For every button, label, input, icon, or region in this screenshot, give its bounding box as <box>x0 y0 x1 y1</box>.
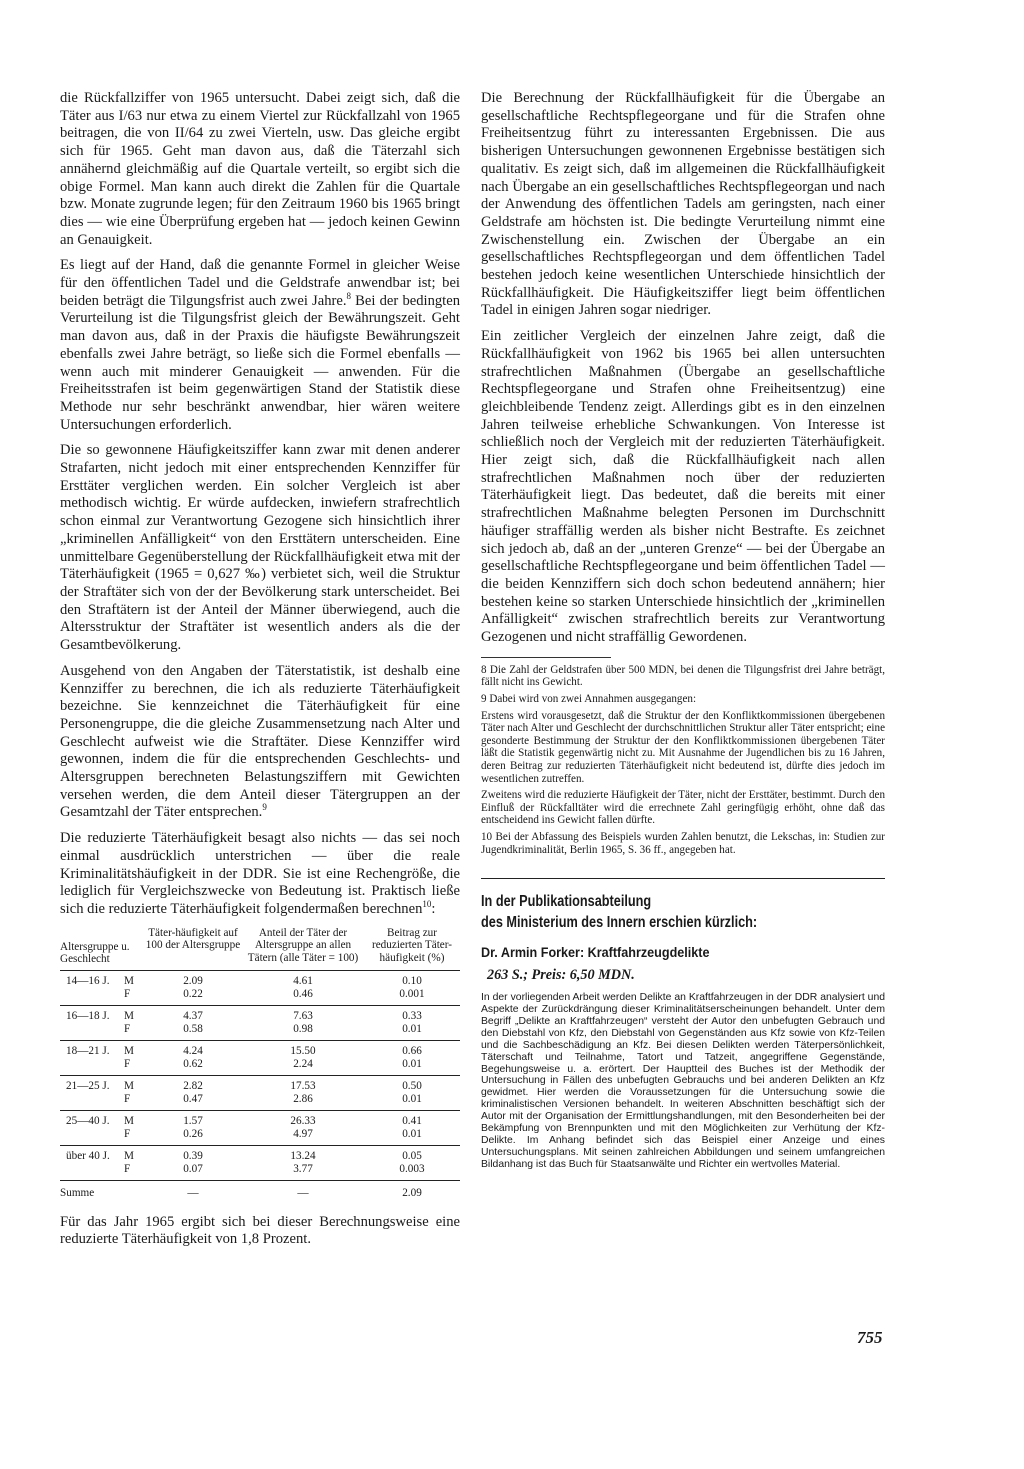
cell-value: 0.01 <box>402 1092 422 1105</box>
sex-label: M <box>124 1044 134 1057</box>
cell-value: 0.50 <box>402 1079 422 1092</box>
sex-label: M <box>124 1009 134 1022</box>
cell-value: 13.24 <box>290 1149 316 1162</box>
age-group-cell <box>60 1010 144 1036</box>
footnote-ref[interactable]: 8 <box>346 290 351 301</box>
table-sum-row <box>60 1181 460 1204</box>
paragraph <box>60 257 460 434</box>
cell-value: 0.47 <box>183 1092 203 1105</box>
cell-value: 0.66 <box>402 1044 422 1057</box>
cell-value: 17.53 <box>290 1079 316 1092</box>
share-cell <box>242 1045 364 1071</box>
paragraph <box>60 663 460 822</box>
sex-labels <box>124 1080 136 1106</box>
cell-value: 0.41 <box>402 1114 422 1127</box>
cell-value: 0.39 <box>183 1149 203 1162</box>
contribution-cell <box>364 1045 460 1071</box>
table-header <box>60 927 460 971</box>
cell-value: 0.46 <box>293 987 313 1000</box>
cell-value: 0.22 <box>183 987 203 1000</box>
cell-value: 4.24 <box>183 1044 203 1057</box>
sum-freq: — <box>187 1186 199 1199</box>
sex-label: M <box>124 1079 134 1092</box>
footnote-10: 10 Bei der Abfassung des Beispiels wurden Zahlen benutzt, die Lekschas, in: Studien zur Jugendkriminalität, Berlin 1965, S. 36 ff., angegeben hat. <box>481 830 885 856</box>
cell-value: 0.26 <box>183 1127 203 1140</box>
sum-contrib: 2.09 <box>402 1186 422 1199</box>
sex-label: F <box>124 1127 131 1140</box>
paragraph: Für das Jahr 1965 ergibt sich bei dieser Berechnungsweise eine reduzierte Täterhäufigkeit von 1,8 Prozent. <box>60 1213 460 1248</box>
sex-labels <box>124 975 136 1001</box>
cell-value: 0.07 <box>183 1162 203 1175</box>
book-description: In der vorliegenden Arbeit werden Delikte an Kraftfahrzeugen in der DDR analysiert und Aspekte der Zurückdrängung dieser Kriminalitätserscheinungen behandelt. Unter dem Begriff „Delikte an Kraftfahrzeugen“ versteht der Autor den unbefugten Gebrauch und den Diebstahl von Kfz, den Diebstahl von Gegenständen aus Kfz sowie von Kfz-Teilen und die Sachbeschädigung an Kfz. Bei diesen Delikten werden Täterpersönlichkeit, Täterschaft und Teilnahme, Tatort und Tatzeit, angegriffene Gegenstände, Begehungsweise u. a. erörtert. Der Hauptteil des Buches ist der Methodik der Untersuchung in Fällen des unbefugten Gebrauchs und bei anderen Delikten an Kfz gewidmet. Hier werden die Voraussetzungen für die Untersuchung sowie die kriminalistischen Versionen behandelt. In weiteren Abschnitten beschäftigt sich der Autor mit der Organisation der Ermittlungshandlungen, mit den Besonderheiten bei der Bekämpfung von Brennpunkten und mit den Möglichkeiten zur Verhütung der Kfz-Delikte. Im Anhang befindet sich das Beispiel einer Anzeige und eines Untersuchungsplans. Mit seinen zahlreichen Abbildungen und seinem umfangreichen Bildanhang ist das Buch für Staatsanwälte und Richter ein wertvolles Material. <box>481 992 885 1170</box>
cell-value: 2.09 <box>183 974 203 987</box>
cell-value: 2.82 <box>183 1079 203 1092</box>
sex-label: F <box>124 1092 131 1105</box>
cell-value: 7.63 <box>293 1009 313 1022</box>
table-row <box>60 1111 460 1146</box>
cell-value: 1.57 <box>183 1114 203 1127</box>
age-group: 14—16 J. <box>66 974 110 987</box>
cell-value: 0.10 <box>402 974 422 987</box>
sex-labels <box>124 1150 136 1176</box>
table-header-cell: Anteil der Täter der Altersgruppe an allen Tätern (alle Täter = 100) <box>247 926 359 964</box>
cell-value: 3.77 <box>293 1162 313 1175</box>
share-cell <box>242 1010 364 1036</box>
share-cell <box>242 1115 364 1141</box>
sex-label: F <box>124 1162 131 1175</box>
contribution-cell <box>364 1150 460 1176</box>
cell-value: 0.05 <box>402 1149 422 1162</box>
table-body <box>60 971 460 1181</box>
cell-value: 4.97 <box>293 1127 313 1140</box>
sex-label: F <box>124 1022 131 1035</box>
cell-value: 0.001 <box>399 987 425 1000</box>
cell-value: 0.01 <box>402 1127 422 1140</box>
frequency-cell <box>144 1080 242 1106</box>
paragraph <box>60 830 460 919</box>
paragraph: Ein zeitlicher Vergleich der einzelnen Jahre zeigt, daß die Rückfallhäufigkeit von 1962 bis 1965 bei allen untersuchten strafrechtlichen Maßnahmen (Übergabe an gesellschaftliche Rechtspflegeorgane und Strafen ohne Freiheitsentzug) eine gleichbleibende Tendenz zeigt. Allerdings gibt es in den einzelnen Jahren teilweise erhebliche Schwankungen. Von Interesse ist schließlich noch der Vergleich mit der reduzierten Täterhäufigkeit. Hier zeigt sich, daß die Rückfallhäufigkeit nach allen strafrechtlichen Maßnahmen noch über der reduzierten Täterhäufigkeit liegt. Das bedeutet, daß die bereits mit einer strafrechtlichen Maßnahme belegten Personen im Durchschnitt häufiger straffällig werden als bisher nicht Bestrafte. Es zeichnet sich jedoch ab, daß an der „unteren Grenze“ — bei der Übergabe an gesellschaftliche Rechtspflegeorgane und beim öffentlichen Tadel — die beiden Kennziffern sich doch schon bedeutend annähern; hier bestehen keine so starken Unterschiede hinsichtlich der „kriminellen Anfälligkeit“ zwischen strafrechtlich bereits zur Verantwortung Gezogenen und nicht straffällig Gewordenen. <box>481 328 885 646</box>
share-cell <box>242 1150 364 1176</box>
paragraph-text: : <box>431 900 436 917</box>
frequency-cell <box>144 1045 242 1071</box>
paragraph: die Rückfallziffer von 1965 untersucht. Dabei zeigt sich, daß die Täter aus I/63 nur etwa zu einem Viertel zur Rückfallzahl von 1965 beitragen, die von II/64 zu zwei Vierteln, usw. Das gleiche ergibt sich für 1965. Geht man davon aus, daß die Täterzahl sich annähernd gleichmäßig auf die Quartale verteilt, so ergibt sich die obige Formel. Man kann auch direkt die Zahlen für die Quartale bzw. Monate zugrunde legen; für den Zeitraum 1960 bis 1965 bringt dies — wie eine Überprüfung ergeben hat — jedoch keinen Gewinn an Genauigkeit. <box>60 90 460 248</box>
sum-label: Summe <box>60 1186 95 1199</box>
footnote-ref[interactable]: 9 <box>262 802 267 813</box>
cell-value: 2.24 <box>293 1057 313 1070</box>
footnote-9-second: Zweitens wird die reduzierte Häufigkeit der Täter, nicht der Ersttäter, bestimmt. Durch den Einfluß der Rückfalltäter wird die errechnete Zahl geringfügig erhöht, ohne daß das entscheidend ins Gewicht fallen dürfte. <box>481 789 885 827</box>
sex-labels <box>124 1115 136 1141</box>
cell-value: 0.003 <box>399 1162 425 1175</box>
share-cell <box>242 1080 364 1106</box>
footnote-divider <box>481 657 611 658</box>
cell-value: 0.01 <box>402 1057 422 1070</box>
paragraph: Die so gewonnene Häufigkeitsziffer kann zwar mit denen anderer Strafarten, nicht jedoch mit einer entsprechenden Kennziffer für Ersttäter verglichen werden. Ein solcher Vergleich ist aber methodisch wichtig. Er würde aufdecken, inwiefern strafrechtlich schon einmal zur Verantwortung Gezogene sich hinsichtlich ihrer „kriminellen Anfälligkeit“ von den Ersttätern unterscheiden. Eine unmittelbare Gegenüberstellung der Rückfallhäufigkeit etwa mit der Täterhäufigkeit (1965 = 0,627 ‰) verbietet sich, weil die Struktur der Straftäter sich von der der Bevölkerung stark unterscheidet. Bei den Straftätern ist der Anteil der Männer überwiegend, auch die Altersstruktur der Straftäter ist wesentlich anders als die der Gesamtbevölkerung. <box>60 442 460 654</box>
page-number: 755 <box>857 1328 883 1347</box>
paragraph-text: Ausgehend von den Angaben der Täterstatistik, ist deshalb eine Kennziffer zu berechnen, die ich als reduzierte Täterhäufigkeit bezeichne. Sie kennzeichnet die Täterhäufigkeit für eine Personengruppe, die die gleiche Zusammensetzung nach Alter und Geschlecht aufweist wie die Straftäter. Diese Kennziffer wird gewonnen, indem die für die entsprechenden Geschlechts- und Altersgruppen berechneten Belastungsziffern mit Gewichten versehen werden, die dem Anteil dieser Tätergruppen an der Gesamtzahl der Täter entsprechen. <box>60 662 460 821</box>
age-group-cell <box>60 1150 144 1176</box>
footnote-8: 8 Die Zahl der Geldstrafen über 500 MDN, bei denen die Tilgungsfrist drei Jahre beträgt, fällt nicht ins Gewicht. <box>481 663 885 689</box>
footnote-9-first: Erstens wird vorausgesetzt, daß die Struktur der den Konfliktkommissionen übergebenen Täter nach Alter und Geschlecht der durchschnittlichen Struktur aller Täter entspricht; eine gesonderte Bestimmung der Struktur der den Konfliktkommissionen übergebenen Täter läßt die Statistik gegenwärtig nicht zu. Mit Ausnahme der Jugendlichen bis zu 16 Jahren, deren Beitrag zur reduzierten Täterhäufigkeit nicht bedeutend ist, dürfte dies jedoch im wesentlichen zutreffen. <box>481 709 885 785</box>
age-group: 21—25 J. <box>66 1079 110 1092</box>
table-header-cell: Täter-häufigkeit auf 100 der Altersgruppe <box>145 926 241 952</box>
paragraph: Die Berechnung der Rückfallhäufigkeit für die Übergabe an gesellschaftliche Rechtspflegeorgane und für die Strafen ohne Freiheitsentzug führt zu interessanten Ergebnissen. Die aus bisherigen Untersuchungen gewonnenen Ergebnisse bestätigen sich qualitativ. Es zeigt sich, daß im allgemeinen die Rückfallhäufigkeit nach Übergabe an ein gesellschaftliches Rechtspflegeorgan und nach der Anwendung des öffentlichen Tadels am geringsten, nach einer Geldstrafe am höchsten ist. Die bedingte Verurteilung nimmt eine Zwischenstellung ein. Zwischen der Übergabe an ein gesellschaftliches Rechtspflegeorgan und dem öffentlichen Tadel bestehen jedoch keine wesentlichen Unterschiede hinsichtlich der Rückfallhäufigkeit. Die Häufigkeitsziffer liegt beim öffentlichen Tadel in einigen Jahren sogar niedriger. <box>481 90 885 319</box>
paragraph-text: Die reduzierte Täterhäufigkeit besagt also nichts — das sei noch einmal ausdrücklich unterstrichen — über die reale Kriminalitätshäufigkeit in der DDR. Sie ist eine Rechengröße, die lediglich für Vergleichszwecke von Bedeutung ist. Praktisch ließe sich die reduzierte Täterhäufigkeit folgendermaßen berechnen <box>60 830 460 917</box>
cell-value: 0.01 <box>402 1022 422 1035</box>
table-row <box>60 971 460 1006</box>
share-cell <box>242 975 364 1001</box>
sex-label: M <box>124 1149 134 1162</box>
sex-label: F <box>124 1057 131 1070</box>
data-table <box>60 927 460 1204</box>
age-group: über 40 J. <box>66 1149 110 1162</box>
cell-value: 4.61 <box>293 974 313 987</box>
cell-value: 4.37 <box>183 1009 203 1022</box>
age-group-cell <box>60 975 144 1001</box>
paragraph-text: Es liegt auf der Hand, daß die genannte Formel in gleicher Weise für den öffentlichen Tadel und die Geldstrafe anwendbar ist; bei beiden beträgt die Tilgungsfrist auch zwei Jahre. <box>60 257 460 309</box>
book-pages-price: 263 S.; Preis: 6,50 MDN. <box>487 967 635 984</box>
section-divider <box>481 878 885 879</box>
cell-value: 26.33 <box>290 1114 316 1127</box>
table-header-cell: Beitrag zur reduzierten Täter-häufigkeit (%) <box>371 926 452 964</box>
contribution-cell <box>364 1080 460 1106</box>
cell-value: 15.50 <box>290 1044 316 1057</box>
frequency-cell <box>144 1115 242 1141</box>
age-group-cell <box>60 1115 144 1141</box>
cell-value: 0.62 <box>183 1057 203 1070</box>
paragraph-text: Bei der bedingten Verurteilung ist die Tilgungsfrist gleich der Bewährungszeit. Geht man davon aus, daß in der Praxis die häufigste Bewährungszeit ebenfalls zwei Jahre beträgt, so ließe sich die Formel ebenfalls — wenn auch mit minderer Genauigkeit — anwenden. Für die Freiheitsstrafen ist beim gegenwärtigen Stand der Statistik diese Methode nur sehr beschränkt anwendbar, hier wären weitere Untersuchungen erforderlich. <box>60 292 460 433</box>
footnote-9: 9 Dabei wird von zwei Annahmen ausgegangen: <box>481 692 697 705</box>
age-group: 16—18 J. <box>66 1009 110 1022</box>
age-group-cell <box>60 1080 144 1106</box>
sex-labels <box>124 1045 136 1071</box>
sex-labels <box>124 1010 136 1036</box>
cell-value: 0.98 <box>293 1022 313 1035</box>
table-row <box>60 1041 460 1076</box>
age-group: 25—40 J. <box>66 1114 110 1127</box>
cell-value: 2.86 <box>293 1092 313 1105</box>
contribution-cell <box>364 975 460 1001</box>
frequency-cell <box>144 1010 242 1036</box>
age-group: 18—21 J. <box>66 1044 110 1057</box>
table-row <box>60 1146 460 1181</box>
contribution-cell <box>364 1010 460 1036</box>
cell-value: 0.58 <box>183 1022 203 1035</box>
table-row <box>60 1006 460 1041</box>
publication-heading: In der Publikationsabteilung <box>481 893 652 911</box>
sex-label: M <box>124 974 134 987</box>
cell-value: 0.33 <box>402 1009 422 1022</box>
sex-label: M <box>124 1114 134 1127</box>
book-author-title: Dr. Armin Forker: Kraftfahrzeugdelikte <box>481 944 710 961</box>
publication-heading: des Ministerium des Innern erschien kürzlich: <box>481 914 758 932</box>
contribution-cell <box>364 1115 460 1141</box>
age-group-cell <box>60 1045 144 1071</box>
footnote-ref[interactable]: 10 <box>422 899 432 910</box>
left-column <box>60 90 460 1257</box>
sex-label: F <box>124 987 131 1000</box>
frequency-cell <box>144 975 242 1001</box>
table-row <box>60 1076 460 1111</box>
table-header-cell: Altersgruppe u. Geschlecht <box>60 940 130 966</box>
right-column <box>481 90 885 1171</box>
frequency-cell <box>144 1150 242 1176</box>
sum-share: — <box>297 1186 309 1199</box>
